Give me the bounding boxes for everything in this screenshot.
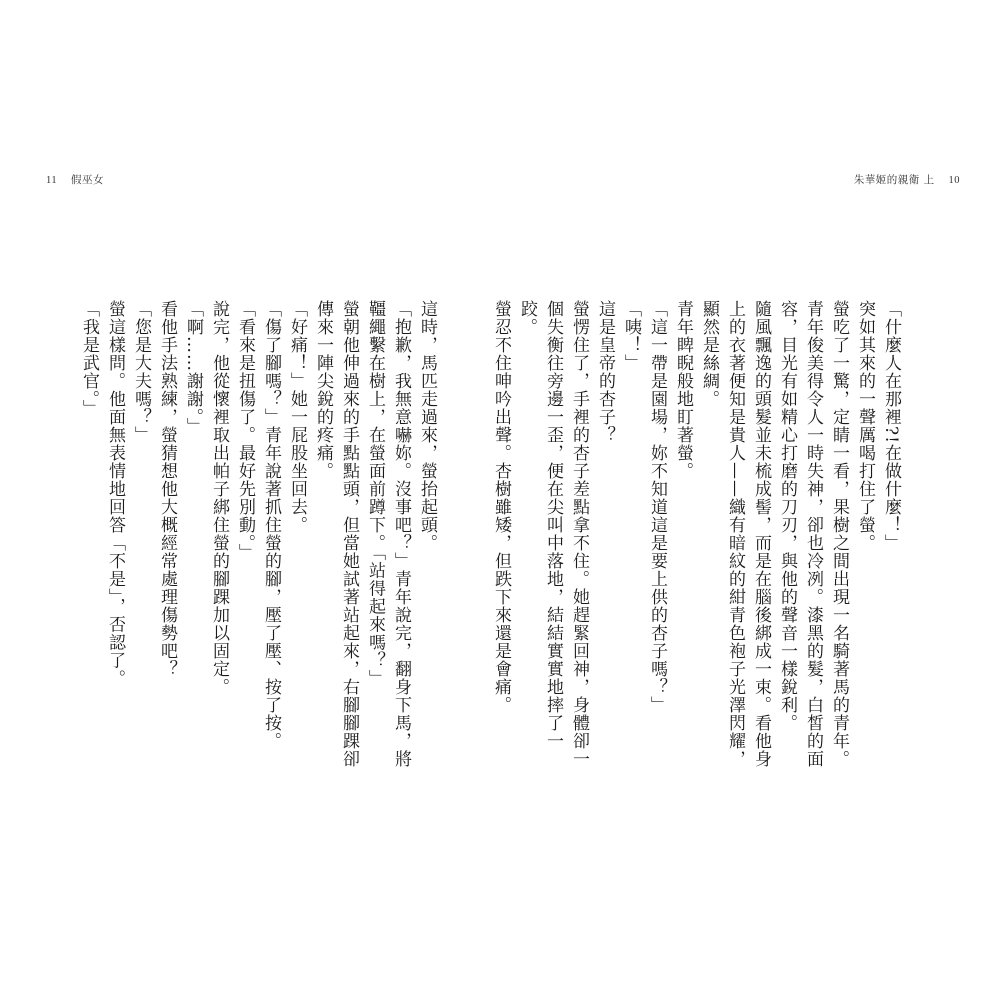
left-page-body <box>79 300 440 770</box>
paragraph: 螢吃了一驚，定睛一看，果樹之間出現一名騎著馬的青年。 <box>829 300 849 768</box>
paragraph: 隨風飄逸的頭髮並未梳成髻，而是在腦後綁成一束。看他身上的衣著便知是貴人——織有暗紋的紺青色袍子光澤閃耀，顯然是絲綢。 <box>699 300 771 768</box>
paragraph: 說完，他從懷裡取出帕子綁住螢的腳踝加以固定。 <box>209 300 229 696</box>
paragraph: 「這一帶是園場，妳不知道這是要上供的杏子嗎？」 <box>647 300 667 714</box>
paragraph: 這是皇帝的杏子？ <box>595 300 615 444</box>
left-page-header <box>36 172 104 187</box>
paragraph: 「啊……謝謝。」 <box>183 300 203 436</box>
right-running-title: 朱華姬的親衛 上 <box>853 174 935 186</box>
paragraph: 突如其來的一聲厲喝打住了螢。 <box>855 300 875 552</box>
paragraph: 螢忍不住呻吟出聲。杏樹雖矮，但跌下來還是會痛。 <box>491 300 511 714</box>
right-page-header <box>854 172 970 187</box>
left-page-number: 11 <box>46 175 58 186</box>
right-page-body <box>491 300 904 770</box>
paragraph: 「什麼人在那裡?!在做什麼！」 <box>881 300 901 552</box>
paragraph: 「傷了腳嗎？」青年說著抓住螢的腳，壓了壓、按了按。「看來是扭傷了。最好先別動。」 <box>235 300 281 750</box>
paragraph: 「我是武官。」 <box>79 300 99 418</box>
paragraph: 「抱歉，我無意嚇妳。沒事吧？」青年說完，翻身下馬，將韁繩繫在樹上，在螢面前蹲下。「站得起來嗎？」 <box>365 300 411 768</box>
paragraph: 「好痛！」她一屁股坐回去。 <box>287 300 307 534</box>
paragraph: 螢這樣問。他面無表情地回答「不是」，否認了。 <box>105 300 125 688</box>
paragraph: 青年俊美得令人一時失神，卻也冷冽。漆黑的髮，白皙的面容，目光有如精心打磨的刀刃，與他的聲音一樣銳利。 <box>777 300 823 768</box>
paragraph: 螢愣住了，手裡的杏子差點拿不住。她趕緊回神，身體卻一個失衡往旁邊一歪，便在尖叫中落地，結結實實地摔了一跤。 <box>517 300 589 768</box>
paragraph: 「咦！」 <box>621 300 641 372</box>
paragraph: 螢朝他伸過來的手點點頭，但當她試著站起來，右腳腳踝卻傳來一陣尖銳的疼痛。 <box>313 300 359 768</box>
paragraph: 「您是大夫嗎？」 <box>131 300 151 444</box>
paragraph: 看他手法熟練，螢猜想他大概經常處理傷勢吧？ <box>157 300 177 678</box>
right-page-number: 10 <box>948 175 960 186</box>
paragraph: 青年睥睨般地盯著螢。 <box>673 300 693 480</box>
paragraph: 這時，馬匹走過來，螢抬起頭。 <box>417 300 437 552</box>
left-running-title: 假巫女 <box>70 174 104 186</box>
